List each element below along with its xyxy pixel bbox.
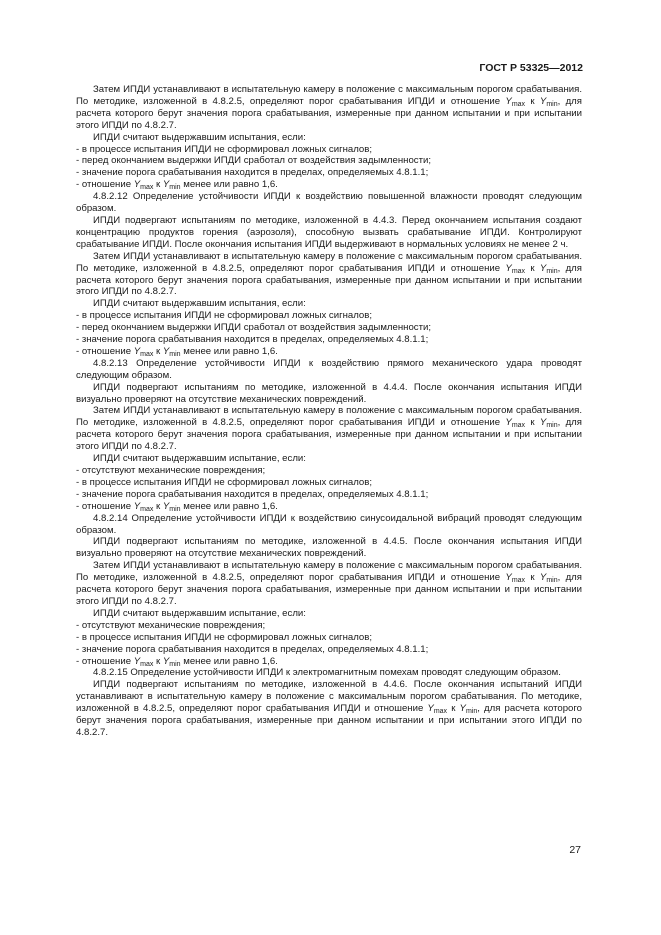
list-item: - перед окончанием выдержки ИПДИ сработал от воздействия задымленности; bbox=[76, 322, 431, 334]
paragraph: 4.8.2.12 Определение устойчивости ИПДИ к воздействию повышенной влажности проводят следующим образом. bbox=[76, 191, 582, 215]
list-item: - значение порога срабатывания находится в пределах, определяемых 4.8.1.1; bbox=[76, 643, 429, 655]
paragraph: ИПДИ считают выдержавшим испытание, если: bbox=[93, 453, 306, 465]
list-item: - отношение $Y_{max}$ к $Y_{min}$ менее или равно 1,6. bbox=[76, 655, 278, 668]
list-item: - в процессе испытания ИПДИ не сформировал ложных сигналов; bbox=[76, 143, 373, 155]
paragraph: ИПДИ подвергают испытаниям по методике, изложенной в 4.4.5. После окончания испытания ИПДИ визуально проверяют на отсутствие механических повреждений. bbox=[76, 536, 582, 560]
paragraph: ИПДИ считают выдержавшим испытание, если: bbox=[93, 607, 306, 619]
list-item: - в процессе испытания ИПДИ не сформировал ложных сигналов; bbox=[76, 631, 373, 643]
paragraph: Затем ИПДИ устанавливают в испытательную камеру в положение с максимальным порогом срабатывания. По методике, изложенной в 4.8.2.5, определяют порог срабатывания ИПДИ и отношение $Y_{max}$ к $Y_{min}$, для расчета которого берут значения порога срабатывания, измеренные при данном испытании и при испытании этого ИПДИ по 4.8.2.7. bbox=[76, 250, 582, 298]
document-header: ГОСТ Р 53325—2012 bbox=[479, 62, 583, 74]
paragraph: ИПДИ считают выдержавшим испытания, если: bbox=[93, 131, 306, 143]
list-item: - в процессе испытания ИПДИ не сформировал ложных сигналов; bbox=[76, 310, 373, 322]
list-item: - отношение $Y_{max}$ к $Y_{min}$ менее или равно 1,6. bbox=[76, 500, 278, 513]
list-item: - перед окончанием выдержки ИПДИ сработал от воздействия задымленности; bbox=[76, 155, 431, 167]
list-item: - значение порога срабатывания находится в пределах, определяемых 4.8.1.1; bbox=[76, 488, 429, 500]
list-item: - отношение $Y_{max}$ к $Y_{min}$ менее или равно 1,6. bbox=[76, 345, 278, 358]
paragraph: 4.8.2.14 Определение устойчивости ИПДИ к воздействию синусоидальной вибраций проводят следующим образом. bbox=[76, 512, 582, 536]
list-item: - в процессе испытания ИПДИ не сформировал ложных сигналов; bbox=[76, 476, 373, 488]
paragraph: 4.8.2.15 Определение устойчивости ИПДИ к электромагнитным помехам проводят следующим образом. bbox=[93, 667, 561, 679]
paragraph: Затем ИПДИ устанавливают в испытательную камеру в положение с максимальным порогом срабатывания. По методике, изложенной в 4.8.2.5, определяют порог срабатывания ИПДИ и отношение $Y_{max}$ к $Y_{min}$, для расчета которого берут значения порога срабатывания, измеренные при данном испытании и при испытании этого ИПДИ по 4.8.2.7. bbox=[76, 405, 582, 453]
paragraph: Затем ИПДИ устанавливают в испытательную камеру в положение с максимальным порогом срабатывания. По методике, изложенной в 4.8.2.5, определяют порог срабатывания ИПДИ и отношение $Y_{max}$ к $Y_{min}$, для расчета которого берут значения порога срабатывания, измеренные при данном испытании и при испытании этого ИПДИ по 4.8.2.7. bbox=[76, 84, 582, 131]
document-body bbox=[76, 84, 582, 739]
list-item: - отсутствуют механические повреждения; bbox=[76, 619, 266, 631]
list-item: - отсутствуют механические повреждения; bbox=[76, 465, 266, 476]
paragraph: Затем ИПДИ устанавливают в испытательную камеру в положение с максимальным порогом срабатывания. По методике, изложенной в 4.8.2.5, определяют порог срабатывания ИПДИ и отношение $Y_{max}$ к $Y_{min}$, для расчета которого берут значения порога срабатывания, измеренные при данном испытании и при испытании этого ИПДИ по 4.8.2.7. bbox=[76, 560, 582, 607]
paragraph: ИПДИ подвергают испытаниям по методике, изложенной в 4.4.3. Перед окончанием испытания создают концентрацию продуктов горения (аэрозоля), способную вызвать срабатывание ИПДИ. Контролируют срабатывание ИПДИ. После окончания испытания ИПДИ выдерживают в нормальных условиях не менее 2 ч. bbox=[76, 214, 582, 250]
paragraph: ИПДИ считают выдержавшим испытания, если: bbox=[93, 298, 306, 310]
page-number: 27 bbox=[569, 844, 581, 856]
paragraph: ИПДИ подвергают испытаниям по методике, изложенной в 4.4.4. После окончания испытания ИПДИ визуально проверяют на отсутствие механических повреждений. bbox=[76, 381, 582, 405]
paragraph: ИПДИ подвергают испытаниям по методике, изложенной в 4.4.6. После окончания испытаний ИПДИ устанавливают в испытательную камеру в положение с максимальным порогом срабатывания. По методике, изложенной в 4.8.2.5, определяют порог срабатывания ИПДИ и отношение $Y_{max}$ к $Y_{min}$, для расчета которого берут значения порога срабатывания, измеренные при данном испытании и при испытании этого ИПДИ по 4.8.2.7. bbox=[76, 679, 583, 738]
list-item: - значение порога срабатывания находится в пределах, определяемых 4.8.1.1; bbox=[76, 167, 429, 179]
list-item: - значение порога срабатывания находится в пределах, определяемых 4.8.1.1; bbox=[76, 334, 429, 346]
paragraph: 4.8.2.13 Определение устойчивости ИПДИ к воздействию прямого механического удара проводят следующим образом. bbox=[76, 357, 582, 381]
list-item: - отношение $Y_{max}$ к $Y_{min}$ менее или равно 1,6. bbox=[76, 179, 278, 192]
